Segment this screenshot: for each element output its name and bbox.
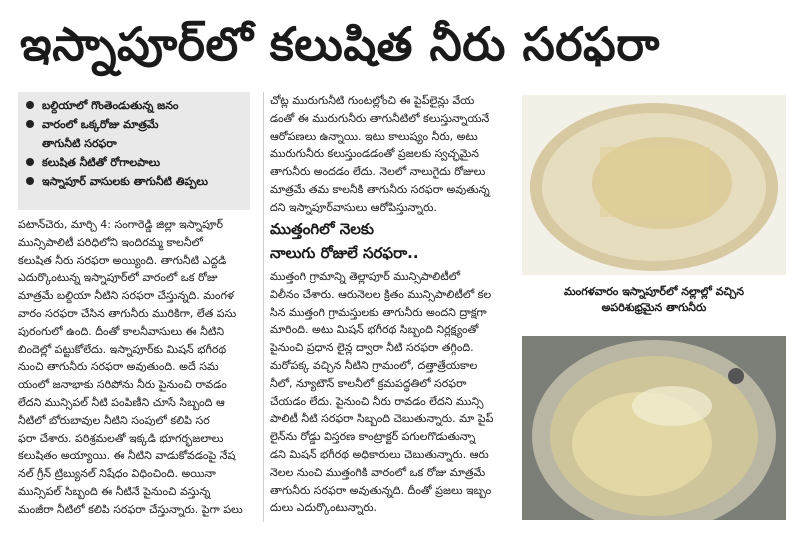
article-column-2-bottom [270, 268, 506, 517]
article-line: చేయడం లేదు. పైనుంచి నీరు రావడం లేదని మున్సి [270, 394, 484, 408]
article-line: విలీనం చేశారు. ఆరునెలల క్రితం మున్సిపాలిటీలో కల [270, 287, 492, 301]
article-line: ఎదుర్కొంటున్న ఇస్నాపూర్‌లో వారంలో ఒక రోజు [18, 271, 218, 285]
article-line: మురుగునీరు కలుస్తుండడంతో ప్రజలకు స్వచ్ఛమైన [270, 147, 479, 161]
article-line: నెలల నుంచి ముత్తంగికి వారంలో ఒక రోజు మాత్రమే [270, 465, 486, 479]
article-line: డంతో ఈ మురుగునీరు తాగునీటిలో కలుస్తున్నాయనే [270, 111, 490, 125]
bullet-icon [26, 120, 34, 128]
article-line: కలుషితం అయ్యాయి. ఈ నీటిని వాడుకోవడంపై నేష [18, 449, 236, 463]
highlight-item: బల్దియాలో గొంతెండుతున్న జనం [24, 96, 244, 115]
article-line: యంలో జనాభాకు సరిపోను నీరు పైనుంచి రావడం [18, 378, 227, 392]
article-line: దని ఇస్నాపూర్‌వాసులు ఆరోపిస్తున్నారు. [270, 200, 437, 214]
article-line: చోట్ల మురుగునీటి గుంటల్లోంచి ఈ పైప్‌లైన్లు వేయ [270, 94, 475, 107]
article-line: డని మిషన్ భగీరథ అధికారులు చెబుతున్నారు. ఆరు [270, 447, 489, 461]
article-line: నీలో, న్యూటౌన్ కాలనీలో క్రమపద్ధతిలో సరఫరా [270, 376, 467, 390]
highlight-item: కలుషిత నీటితో రోగాలపాలు [24, 153, 244, 172]
article-line: పటాన్‌చెరు, మార్చి 4: సంగారెడ్డి జిల్లా ఇస్నాపూర్ [18, 218, 223, 231]
highlights-box [18, 92, 250, 210]
article-line: మున్సిపాలిటీ పరిధిలోని ఇందిరమ్మ కాలనీలో [18, 235, 203, 249]
article-line: మంజీరా నీటిలో కలిపి సరఫరా చేస్తున్నారు. పైగా పలు [18, 502, 243, 516]
article-line: ఆరోపణలు ఉన్నాయి. ఇటు కాలుష్యం నీరు, అటు [270, 129, 478, 143]
article-line: మున్సిపల్ సిబ్బంది ఈ నీటినే పైనుంచి వస్తున్న [18, 484, 211, 498]
article-line: నుంచి తాగునీరు సరఫరా అవుతుంది. అదే సమ [18, 360, 219, 374]
article-line: నల్ గ్రీన్ ట్రిబ్యునల్ నిషేధం విధించింది. అయినా [18, 467, 216, 481]
highlight-item: ఇస్నాపూర్ వాసులకు తాగునీటి తిప్పలు [24, 172, 244, 191]
article-column-2-top [270, 92, 506, 217]
bullet-icon [26, 101, 34, 109]
column-divider [263, 92, 264, 522]
highlight-item-continuation: తాగునీటి సరఫరా [42, 137, 117, 150]
photo-caption: మంగళవారం ఇస్నాపూర్‌లో నల్లాల్లో వచ్చిన అపరిశుభ్రమైన తాగునీరు [564, 285, 744, 314]
article-line: కలుషిత నీరు సరఫరా అయ్యింది. తాగునీటి ఎద్దడి [18, 253, 227, 267]
article-line: లైన్‌ను రోడ్డు విస్తరణ కాంట్రాక్టర్ పగులగొడుతున్నా [270, 430, 476, 444]
article-line: ఫరా చేశారు. పరిశ్రమలతో ఇక్కడి భూగర్భజలాలు [18, 431, 224, 445]
water-glass-photo-top [522, 95, 786, 275]
article-line: పాలిటీ నీటి సరఫరా సిబ్బంది చెబుతున్నారు. మా పైప్ [270, 412, 494, 426]
article-line: మాత్రమే తమ కాలనీకి తాగునీరు సరఫరా అవుతున్న [270, 182, 490, 196]
article-column-1 [18, 216, 256, 519]
article-line: పురంగులో ఉంది. దీంతో కాలనీవాసులు ఈ నీటిని [18, 324, 225, 338]
article-line: వారం సరఫరా చేసిన తాగునీరు మురికిగా, లేత పసు [18, 306, 237, 320]
article-line: పైనుంచి ప్రధాన లైన్ల ద్వారా నీటి సరఫరా తగ్గింది. [270, 341, 474, 355]
article-line: తాగునీరు అందడం లేదు. నెలలో నాలుగైదు రోజులు [270, 165, 486, 179]
article-line: దులు ఎదుర్కొంటున్నారు. [270, 501, 378, 515]
article-line: లేదని మున్సిపల్ నీటి పంపిణీని చూసే సిబ్బంది ఆ [18, 395, 225, 409]
highlight-item: వారంలో ఒక్కరోజు మాత్రమే [24, 115, 244, 134]
article-line: తాగునీరు సరఫరా అవుతున్నది. దీంతో ప్రజలు ఇబ్బం [270, 483, 492, 497]
article-line: సిన ముత్తంగి గ్రామస్తులకు తాగునీరు అందని ద్రాక్షగా [270, 305, 487, 319]
article-line: మాత్రమే బల్దియా నీటిని సరఫరా చేస్తున్నది. మంగళ [18, 289, 235, 303]
bullet-icon [26, 177, 34, 185]
water-glass-photo-bottom [522, 336, 786, 520]
article-line: నీటిలో బోరుబావుల నీటిని సంపులో కలిపి సర [18, 413, 210, 427]
bullet-icon [26, 158, 34, 166]
article-line: బిందెల్లో పట్టుకోలేదు. ఇస్నాపూర్‌కు మిషన్ భగీరథ [18, 342, 227, 356]
subheading: ముత్తంగిలో నెలకు నాలుగు రోజులే సరఫరా.. [270, 220, 419, 262]
headline: ఇస్నాపూర్‌లో కలుషిత నీరు సరఫరా [20, 17, 660, 71]
article-line: మారింది. అటు మిషన్ భగీరథ సిబ్బంది నిర్లక్ష్యంతో [270, 323, 479, 337]
article-line: మరోపక్క వచ్చిన నీటిని గ్రామంలో, దత్తాత్రేయకాల [270, 358, 478, 372]
article-line: ముత్తంగి గ్రామాన్ని తెల్లాపూర్ మున్సిపాలిటీలో [270, 270, 461, 283]
